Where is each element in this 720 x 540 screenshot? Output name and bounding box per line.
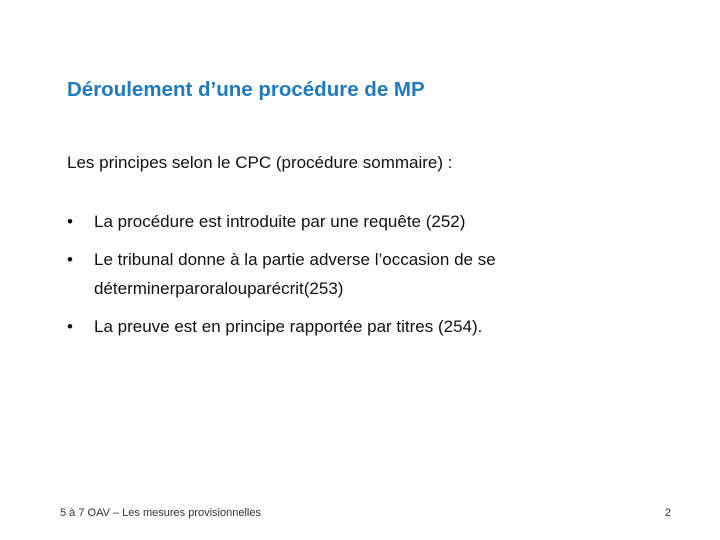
bullet-item bbox=[67, 312, 687, 341]
bullet-text bbox=[94, 245, 687, 303]
bullet-item bbox=[67, 245, 687, 303]
bullet-text bbox=[94, 207, 687, 236]
bullet-text bbox=[94, 312, 687, 341]
bullet-item bbox=[67, 207, 687, 236]
bullet-marker: • bbox=[67, 317, 73, 336]
page-number: 2 bbox=[664, 507, 671, 519]
bullet-line: La procédure est introduite par une requête (252) bbox=[94, 212, 466, 231]
bullet-marker: • bbox=[67, 250, 73, 269]
bullet-list bbox=[67, 207, 687, 350]
footer-text: 5 à 7 OAV – Les mesures provisionnelles bbox=[60, 507, 261, 519]
intro-text: Les principes selon le CPC (procédure sommaire) : bbox=[67, 153, 453, 172]
bullet-line: La preuve est en principe rapportée par titres (254). bbox=[94, 317, 483, 336]
bullet-line: déterminerparoralouparécrit(253) bbox=[94, 279, 344, 298]
slide-title: Déroulement d’une procédure de MP bbox=[67, 78, 425, 101]
bullet-marker: • bbox=[67, 212, 73, 231]
bullet-line: Le tribunal donne à la partie adverse l’occasion de se bbox=[94, 250, 496, 269]
